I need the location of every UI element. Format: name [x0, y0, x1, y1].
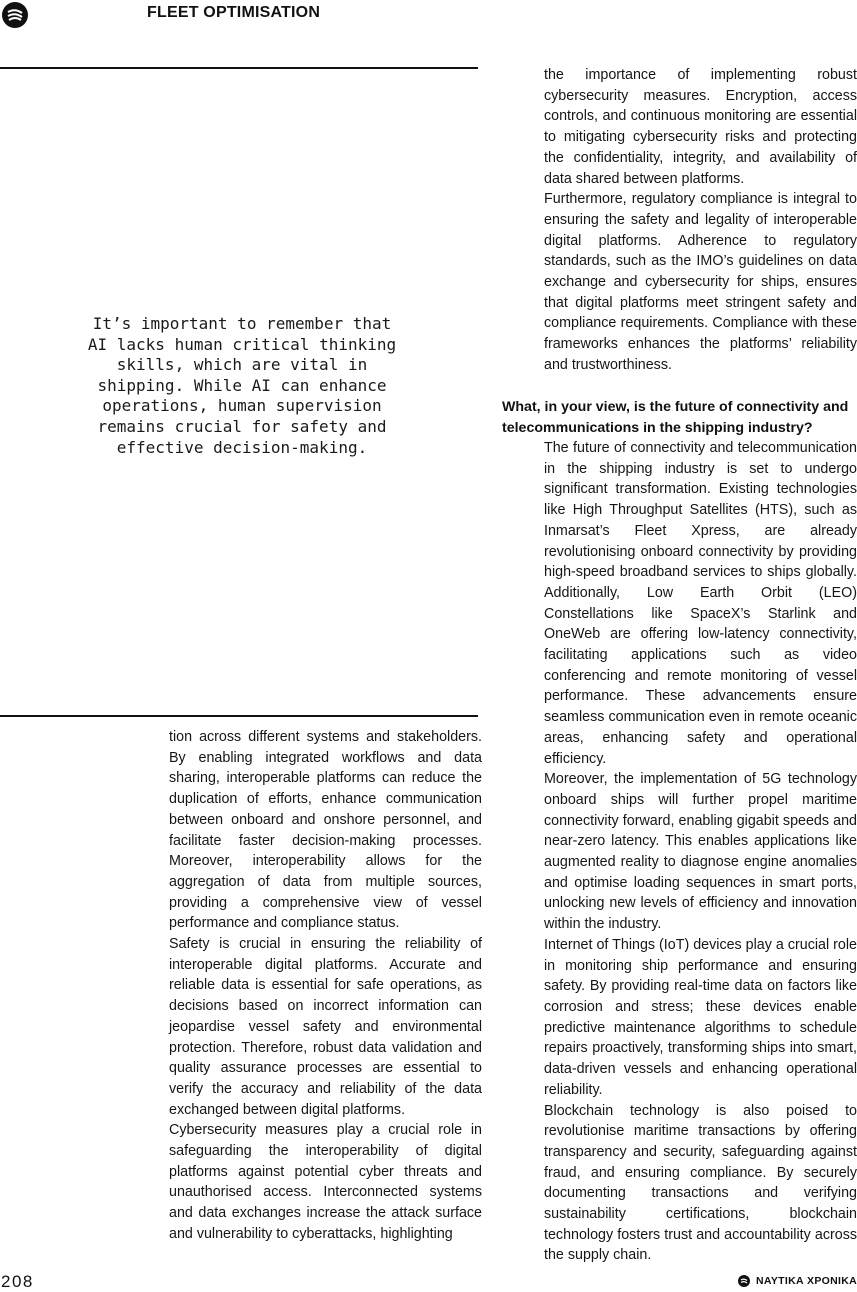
- wave-logo-icon: [738, 1275, 750, 1287]
- body-paragraph: Furthermore, regulatory compliance is integral to ensuring the safety and legality of interoperable digital platforms. Adherence to regulatory standards, such as the IMO’s guidelines on data exchange and cybersecurity for ships, ensures that digital platforms meet stringent safety and compliance requirements. Compliance with these frameworks enhances the platforms’ reliability and trustworthiness.: [544, 191, 857, 373]
- body-paragraph: The future of connectivity and telecommunication in the shipping industry is set to undergo significant transformation. Existing technologies like High Throughput Satellites (HTS), such as Inmarsat’s Fleet Xpress, are already revolutionising onboard connectivity by providing high-speed broadband services to ships globally. Additionally, Low Earth Orbit (LEO) Constellations like SpaceX’s Starlink and OneWeb are offering low-latency connectivity, facilitating applications such as video conferencing and remote monitoring of vessel performance. These advancements ensure seamless communication even in remote oceanic areas, enhancing safety and operational efficiency.: [544, 440, 857, 767]
- top-divider: [0, 67, 478, 69]
- left-column: [169, 727, 482, 1245]
- body-paragraph: Safety is crucial in ensuring the reliability of interoperable digital platforms. Accurate and reliable data is essential for safe operations, as decisions based on incorrect information can jeopardise vessel safety and environmental protection. Therefore, robust data validation and quality assurance processes are essential to verify the accuracy and reliability of the data exchanged between digital platforms.: [169, 936, 482, 1118]
- publication-brand: [738, 1275, 857, 1287]
- body-paragraph: Internet of Things (IoT) devices play a crucial role in monitoring ship performance and ensuring safety. By providing real-time data on factors like corrosion and stress; these devices enable predictive maintenance algorithms to schedule repairs proactively, transforming ships into smart, data-driven vessels and enhancing operational reliability.: [544, 936, 857, 1098]
- answer-column: [544, 438, 857, 1266]
- pull-quote: It’s important to remember that AI lacks human critical thinking skills, which are vital in shipping. While AI can enhance operations, human supervision remains crucial for safety and effective decision-making.: [87, 314, 397, 457]
- bottom-divider: [0, 715, 478, 717]
- body-paragraph: tion across different systems and stakeholders. By enabling integrated workflows and data sharing, interoperable platforms can reduce the duplication of efforts, enhance communication between onboard and onshore personnel, and facilitate faster decision-making processes. Moreover, interoperability allows for the aggregation of data from multiple sources, providing a comprehensive view of vessel performance and compliance status.: [169, 729, 482, 932]
- interview-question: What, in your view, is the future of connectivity and telecommunications in the shipping industry?: [502, 399, 849, 436]
- body-paragraph: Blockchain technology is also poised to revolutionise maritime transactions by offering transparency and security, safeguarding against fraud, and ensuring compliance. By securely documenting transactions and verifying sustainability certifications, blockchain technology fosters trust and accountability across the supply chain.: [544, 1102, 857, 1264]
- section-title: FLEET OPTIMISATION: [147, 4, 321, 21]
- right-column-top: [544, 65, 857, 376]
- body-paragraph: Cybersecurity measures play a crucial role in safeguarding the interoperability of digital platforms against potential cyber threats and unauthorised access. Interconnected systems and data exchanges increase the attack surface and vulnerability to cyberattacks, highlighting: [169, 1122, 482, 1242]
- page-number: 208: [1, 1272, 34, 1291]
- body-paragraph: Moreover, the implementation of 5G technology onboard ships will further propel maritime connectivity forward, enabling gigabit speeds and near-zero latency. This enables applications like augmented reality to diagnose engine anomalies and optimise loading sequences in smart ports, unlocking new levels of efficiency and innovation within the industry.: [544, 771, 857, 933]
- brand-name: ΝΑΥΤΙΚΑ ΧΡΟΝΙΚΑ: [756, 1275, 857, 1287]
- wave-logo-icon: [2, 2, 28, 28]
- body-paragraph: the importance of implementing robust cybersecurity measures. Encryption, access controls, and continuous monitoring are essential to mitigating cybersecurity risks and protecting the confidentiality, integrity, and availability of data shared between platforms.: [544, 67, 857, 187]
